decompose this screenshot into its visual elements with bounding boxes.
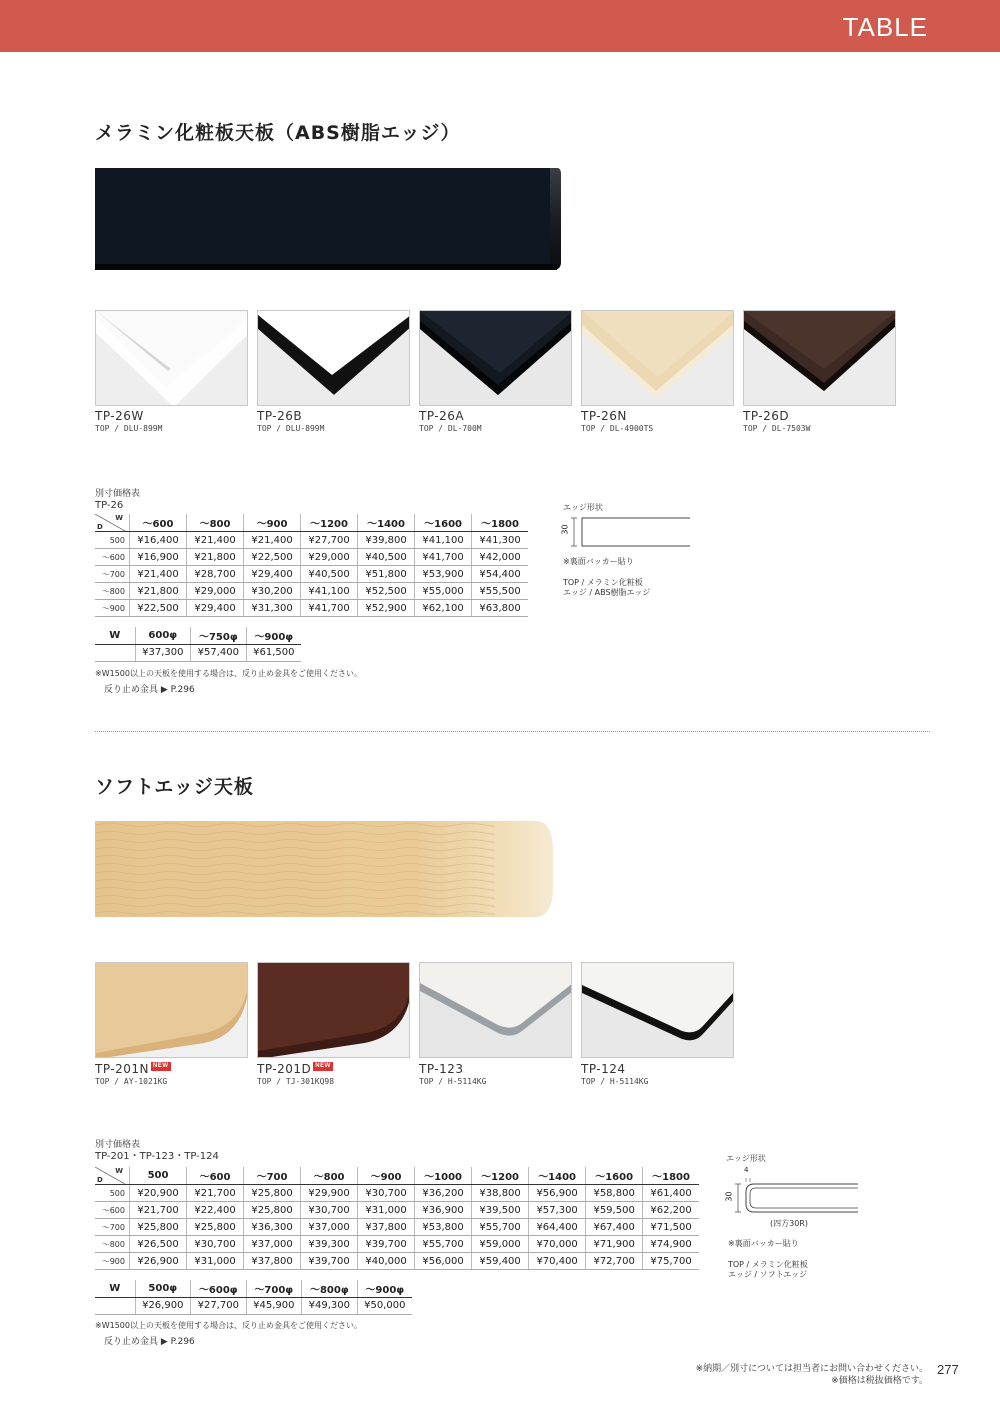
price-cell: ¥36,900 (415, 1202, 472, 1219)
edge-shape-diagram (560, 516, 695, 552)
round-blank (95, 1297, 135, 1314)
price-cell: ¥21,700 (187, 1185, 244, 1202)
column-header: ～750φ (191, 627, 247, 644)
price-cell: ¥29,400 (244, 566, 301, 583)
price-cell: ¥59,000 (472, 1236, 529, 1253)
section2-hero-image (95, 821, 555, 921)
swatch-code: TP-26B (257, 409, 303, 423)
corner-w: W (115, 514, 123, 522)
table-caption-title: 別寸価格表 (95, 1140, 141, 1150)
swatch-sub: TOP / DL-4900TS (581, 424, 654, 433)
edge-note-backer: ※裏面バッカー貼り (563, 557, 634, 566)
price-cell: ¥29,900 (301, 1185, 358, 1202)
price-cell: ¥37,800 (358, 1219, 415, 1236)
price-cell: ¥55,700 (415, 1236, 472, 1253)
price-cell: ¥57,300 (529, 1202, 586, 1219)
swatch-sub: TOP / AY-1021KG (95, 1077, 168, 1086)
table-row (95, 1253, 699, 1270)
price-cell: ¥30,700 (301, 1202, 358, 1219)
price-cell: ¥39,700 (358, 1236, 415, 1253)
price-cell: ¥39,800 (358, 532, 415, 549)
table-row (95, 1236, 699, 1253)
price-cell: ¥25,800 (130, 1219, 187, 1236)
price-cell: ¥26,500 (130, 1236, 187, 1253)
swatch-code: TP-26A (419, 409, 465, 423)
price-cell: ¥75,700 (643, 1253, 699, 1270)
column-header: ～1400 (358, 514, 415, 532)
price-cell: ¥70,400 (529, 1253, 586, 1270)
table-row (95, 1185, 699, 1202)
price-cell: ¥71,900 (586, 1236, 643, 1253)
row-depth: ～900 (95, 600, 130, 617)
round-w-label: W (95, 627, 135, 644)
table-row (95, 1202, 699, 1219)
price-cell: ¥21,700 (130, 1202, 187, 1219)
price-cell: ¥38,800 (472, 1185, 529, 1202)
table-caption-model: TP-201・TP-123・TP-124 (95, 1151, 219, 1162)
price-cell: ¥70,000 (529, 1236, 586, 1253)
price-cell: ¥29,000 (187, 583, 244, 600)
price-cell: ¥30,700 (358, 1185, 415, 1202)
price-cell: ¥25,800 (187, 1219, 244, 1236)
column-header: ～600 (130, 514, 187, 532)
swatch-tp-26b[interactable] (257, 310, 410, 406)
price-cell: ¥21,800 (130, 583, 187, 600)
corner-cell (95, 514, 130, 532)
price-cell: ¥39,500 (472, 1202, 529, 1219)
price-cell: ¥59,500 (586, 1202, 643, 1219)
price-cell: ¥55,700 (472, 1219, 529, 1236)
price-cell: ¥37,800 (244, 1253, 301, 1270)
edge-note-backer: ※裏面バッカー貼り (728, 1239, 799, 1248)
swatch-tp-26n[interactable] (581, 310, 734, 406)
row-depth: ～900 (95, 1253, 130, 1270)
column-header: ～1800 (643, 1167, 699, 1185)
column-header: ～800 (301, 1167, 358, 1185)
price-cell: ¥53,900 (415, 566, 472, 583)
table-caption-model: TP-26 (95, 500, 124, 511)
price-cell: ¥26,900 (135, 1297, 191, 1314)
price-cell: ¥22,500 (130, 600, 187, 617)
price-cell: ¥27,700 (301, 532, 358, 549)
price-cell: ¥37,000 (301, 1219, 358, 1236)
table-header-row (95, 1167, 699, 1185)
price-cell: ¥40,000 (358, 1253, 415, 1270)
price-cell: ¥40,500 (301, 566, 358, 583)
price-cell: ¥31,000 (358, 1202, 415, 1219)
price-cell: ¥20,900 (130, 1185, 187, 1202)
swatch-sub: TOP / TJ-301KQ98 (257, 1077, 335, 1086)
price-cell: ¥36,200 (415, 1185, 472, 1202)
price-cell: ¥56,900 (529, 1185, 586, 1202)
price-cell: ¥72,700 (586, 1253, 643, 1270)
swatch-code: TP-124 (581, 1062, 626, 1076)
price-cell: ¥39,700 (301, 1253, 358, 1270)
row-depth: ～800 (95, 583, 130, 600)
row-depth: ～600 (95, 549, 130, 566)
footer-note-tax: ※価格は税抜価格です。 (831, 1376, 928, 1386)
new-badge: NEW (153, 1063, 169, 1069)
swatch-tp-201n[interactable] (95, 962, 248, 1058)
round-w-label: W (95, 1280, 135, 1297)
row-depth: 500 (95, 532, 130, 549)
column-header: 500 (130, 1167, 187, 1185)
column-header: ～1200 (301, 514, 358, 532)
table-row (95, 549, 528, 566)
warp-bracket-link[interactable]: 反り止め金具 ▶ P.296 (104, 685, 195, 695)
row-depth: ～600 (95, 1202, 130, 1219)
column-header: ～1600 (415, 514, 472, 532)
category-label: TABLE (842, 12, 928, 42)
edge-note-top: TOP / メラミン化粧板 (728, 1260, 808, 1269)
section1-hero-image (95, 168, 565, 274)
price-cell: ¥22,500 (244, 549, 301, 566)
price-cell: ¥50,000 (357, 1297, 412, 1314)
price-cell: ¥39,300 (301, 1236, 358, 1253)
table-row (95, 600, 528, 617)
column-header: ～700φ (246, 1280, 302, 1297)
price-cell: ¥36,300 (244, 1219, 301, 1236)
row-depth: ～700 (95, 1219, 130, 1236)
edge-note-edge: エッジ / ソフトエッジ (728, 1270, 808, 1279)
swatch-tp-26a[interactable] (419, 310, 572, 406)
price-cell: ¥30,200 (244, 583, 301, 600)
corner-d: D (97, 1176, 103, 1184)
price-table-tp26 (95, 514, 528, 617)
swatch-tp-123[interactable] (419, 962, 572, 1058)
swatch-tp-124[interactable] (581, 962, 734, 1058)
price-cell: ¥51,800 (358, 566, 415, 583)
price-cell: ¥21,400 (187, 532, 244, 549)
table-caption (95, 489, 140, 511)
price-cell: ¥25,800 (244, 1202, 301, 1219)
table-row (95, 583, 528, 600)
price-cell: ¥16,900 (130, 549, 187, 566)
price-cell: ¥41,300 (472, 532, 528, 549)
price-cell: ¥29,000 (301, 549, 358, 566)
edge-dimension: 30 (724, 1191, 734, 1202)
swatch-tp-201d[interactable] (257, 962, 410, 1058)
section2-title: ソフトエッジ天板 (95, 776, 254, 798)
price-cell: ¥55,500 (472, 583, 528, 600)
column-header: ～900 (358, 1167, 415, 1185)
swatch-code (95, 1062, 171, 1076)
swatch-sub: TOP / H-5114KG (419, 1077, 487, 1086)
price-cell: ¥26,900 (130, 1253, 187, 1270)
swatch-code (257, 1062, 333, 1076)
section1-title: メラミン化粧板天板（ABS樹脂エッジ） (95, 122, 461, 144)
price-cell: ¥67,400 (586, 1219, 643, 1236)
price-cell: ¥22,400 (187, 1202, 244, 1219)
edge-note-edge: エッジ / ABS樹脂エッジ (563, 588, 651, 597)
swatch-sub: TOP / DL-7503W (743, 424, 811, 433)
price-cell: ¥41,100 (301, 583, 358, 600)
price-cell: ¥64,400 (529, 1219, 586, 1236)
swatch-sub: TOP / DL-700M (419, 424, 482, 433)
footer-notes (696, 1363, 928, 1387)
price-cell: ¥29,400 (187, 600, 244, 617)
price-cell: ¥31,000 (187, 1253, 244, 1270)
column-header: ～700 (244, 1167, 301, 1185)
swatch-code-text: TP-201N (95, 1062, 150, 1076)
column-header: ～1200 (472, 1167, 529, 1185)
footer-note-delivery: ※納期／別寸については担当者にお問い合わせください。 (695, 1364, 928, 1374)
price-cell: ¥74,900 (643, 1236, 699, 1253)
new-badge: NEW (315, 1063, 331, 1069)
column-header: ～1400 (529, 1167, 586, 1185)
price-cell: ¥37,000 (244, 1236, 301, 1253)
swatch-code: TP-26N (581, 409, 627, 423)
column-header: ～1000 (415, 1167, 472, 1185)
round-blank (95, 644, 135, 661)
price-cell: ¥56,000 (415, 1253, 472, 1270)
price-cell: ¥61,400 (643, 1185, 699, 1202)
column-header: 500φ (135, 1280, 191, 1297)
row-depth: ～700 (95, 566, 130, 583)
swatch-code-text: TP-201D (257, 1062, 312, 1076)
swatch-tp-26w[interactable] (95, 310, 248, 406)
column-header: ～1800 (472, 514, 528, 532)
price-cell: ¥63,800 (472, 600, 528, 617)
table-row (95, 532, 528, 549)
swatch-tp-26d[interactable] (743, 310, 896, 406)
corner-cell (95, 1167, 130, 1185)
price-cell: ¥55,000 (415, 583, 472, 600)
table-row (95, 644, 301, 661)
price-cell: ¥58,800 (586, 1185, 643, 1202)
round-price-table-tp26 (95, 627, 301, 662)
price-table-tp201 (95, 1167, 699, 1270)
column-header: ～600 (187, 1167, 244, 1185)
table-caption (95, 1140, 219, 1162)
price-cell: ¥52,500 (358, 583, 415, 600)
column-header: ～900φ (246, 627, 301, 644)
edge-note-top: TOP / メラミン化粧板 (563, 578, 643, 587)
price-cell: ¥41,100 (415, 532, 472, 549)
price-cell: ¥41,700 (301, 600, 358, 617)
price-cell: ¥49,300 (302, 1297, 358, 1314)
price-cell: ¥28,700 (187, 566, 244, 583)
warp-note: ※W1500以上の天板を使用する場合は、反り止め金具をご使用ください。 (95, 1321, 362, 1330)
price-cell: ¥52,900 (358, 600, 415, 617)
column-header: ～900 (244, 514, 301, 532)
swatch-code: TP-26D (743, 409, 790, 423)
corner-d: D (97, 523, 103, 531)
column-header: 600φ (135, 627, 191, 644)
edge-shape-title: エッジ形状 (563, 503, 603, 512)
price-cell: ¥41,700 (415, 549, 472, 566)
swatch-sub: TOP / DLU-899M (95, 424, 163, 433)
round-price-table-tp201 (95, 1280, 412, 1315)
corner-w: W (115, 1167, 123, 1175)
table-row (95, 566, 528, 583)
column-header: ～900φ (357, 1280, 412, 1297)
table-header-row (95, 514, 528, 532)
price-cell: ¥27,700 (191, 1297, 247, 1314)
edge-dimension: 30 (560, 524, 570, 535)
price-cell: ¥54,400 (472, 566, 528, 583)
price-cell: ¥71,500 (643, 1219, 699, 1236)
swatch-code: TP-26W (95, 409, 144, 423)
warp-bracket-link[interactable]: 反り止め金具 ▶ P.296 (104, 1337, 195, 1347)
price-cell: ¥40,500 (358, 549, 415, 566)
header-bar (0, 0, 1000, 52)
price-cell: ¥57,400 (191, 644, 247, 661)
swatch-sub: TOP / DLU-899M (257, 424, 325, 433)
price-cell: ¥62,200 (643, 1202, 699, 1219)
page-number: 277 (937, 1362, 959, 1377)
row-depth: ～800 (95, 1236, 130, 1253)
price-cell: ¥21,400 (244, 532, 301, 549)
swatch-code: TP-123 (419, 1062, 464, 1076)
warp-note: ※W1500以上の天板を使用する場合は、反り止め金具をご使用ください。 (95, 669, 362, 678)
column-header: ～800φ (302, 1280, 358, 1297)
price-cell: ¥61,500 (246, 644, 301, 661)
edge-shape-title: エッジ形状 (726, 1154, 766, 1163)
price-cell: ¥37,300 (135, 644, 191, 661)
column-header: ～1600 (586, 1167, 643, 1185)
price-cell: ¥21,800 (187, 549, 244, 566)
row-depth: 500 (95, 1185, 130, 1202)
edge-caption: (四方30R) (770, 1219, 808, 1228)
table-row (95, 1297, 412, 1314)
edge-shape-diagram (724, 1166, 864, 1220)
price-cell: ¥21,400 (130, 566, 187, 583)
round-header-row (95, 1280, 412, 1297)
column-header: ～800 (187, 514, 244, 532)
table-row (95, 1219, 699, 1236)
table-caption-title: 別寸価格表 (95, 489, 141, 499)
price-cell: ¥25,800 (244, 1185, 301, 1202)
price-cell: ¥53,800 (415, 1219, 472, 1236)
price-cell: ¥42,000 (472, 549, 528, 566)
edge-dimension-top: 4 (744, 1166, 749, 1174)
price-cell: ¥62,100 (415, 600, 472, 617)
price-cell: ¥59,400 (472, 1253, 529, 1270)
price-cell: ¥31,300 (244, 600, 301, 617)
price-cell: ¥30,700 (187, 1236, 244, 1253)
section-divider (95, 731, 930, 732)
round-header-row (95, 627, 301, 644)
price-cell: ¥45,900 (246, 1297, 302, 1314)
column-header: ～600φ (191, 1280, 247, 1297)
swatch-sub: TOP / H-5114KG (581, 1077, 649, 1086)
price-cell: ¥16,400 (130, 532, 187, 549)
